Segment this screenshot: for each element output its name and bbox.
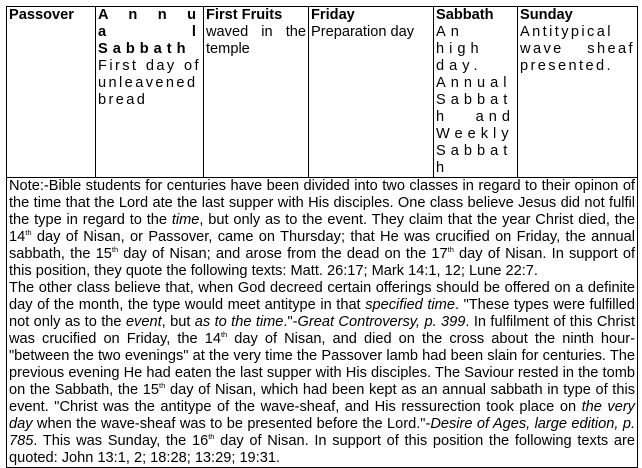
column-heading: Friday [311,7,355,23]
column-first-fruits [204,7,309,178]
note-paragraph-1 [9,178,635,280]
note-emphasis: time [171,212,200,228]
column-text: waved in the temple [206,24,306,57]
note-text: . "These types were fulfilled not only as to the [9,297,635,330]
column-passover [7,7,96,178]
column-text: Preparation day [311,24,415,40]
column-text: An high day. Annual Sabbath and Weekly Sabbath [436,24,515,176]
note-text: day of Nisan. In support of this position the following texts are quoted: John 13:1, 2; 18:28; 13:29; 19:31. [9,433,635,466]
ordinal-suffix: th [208,432,215,442]
note-emphasis: the very day [9,399,635,432]
column-friday [309,7,434,178]
note-cell [7,178,638,468]
column-sunday [518,7,638,178]
note-text: day of Nisan; and arose from the dead on the 17 [118,246,448,262]
citation: Desire of Ages, large edition, p. 785 [9,416,635,449]
days-row [7,7,638,178]
column-heading: Sunday [520,7,573,23]
note-emphasis: as to the time [194,314,284,330]
ordinal-suffix: th [111,245,119,255]
column-heading: First Fruits [206,7,283,23]
column-text: First day of unleavened bread [98,58,201,108]
note-text: day of Nisan, and died on the cross about the ninth hour-"between the two evenings" at the very time the Passover lamb had been slain for centuries. The previous evening He had eaten the last supper with His disciples. The Saviour rested in the tomb on the Sabbath, the 15 [9,331,635,398]
ordinal-suffix: th [25,228,32,238]
note-text: . In fulfilment of this Christ was crucified on Friday, the 14 [9,314,635,347]
note-paragraph-2 [9,280,635,467]
note-emphasis: event [125,314,162,330]
ordinal-suffix: th [159,381,166,391]
note-text: , but only as to the event. They claim that the year Christ died, the 14 [9,212,635,245]
ordinal-suffix: th [220,330,228,340]
note-text: when the wave-sheaf was to be presented before the Lord."- [32,416,431,432]
column-text: Antitypical wave sheaf presented. [520,24,635,74]
note-row [7,178,638,468]
column-heading: Passover [9,7,74,23]
column-annual-sabbath [96,7,204,178]
citation: Great Controversy, p. 399 [297,314,466,330]
note-text: day of Nisan, which had been kept as an annual sabbath in type of this event. "Christ was the antitype of the wave-sheaf, and His ressurection took place on [9,382,635,415]
note-emphasis: specified time [365,297,455,313]
note-text: day of Nisan, or Passover, came on Thursday; that He was crucified on Friday, the annual sabbath, the 15 [9,229,635,262]
note-text: ."- [283,314,298,330]
note-text: Note:-Bible students for centuries have been divided into two classes in regard to their opinon of the time that the Lord ate the last supper with His disciples. One class believe Jesus did not fulfil the type in regard to the [9,178,635,228]
column-sabbath [434,7,518,178]
note-text: . This was Sunday, the 16 [33,433,209,449]
note-text: The other class believe that, when God decreed certain offerings should be offered on a definite day of the month, the type would meet antitype in that [9,280,635,313]
ordinal-suffix: th [447,245,454,255]
note-text: day of Nisan. In support of this position, they quote the following texts: Matt. 26:17; Mark 14:1, 12; Lune 22:7. [9,246,635,279]
feast-days-table [6,6,638,468]
note-text: , but [161,314,195,330]
column-heading: A n n u a l Sabbath [98,7,201,57]
column-heading: Sabbath [436,7,494,23]
